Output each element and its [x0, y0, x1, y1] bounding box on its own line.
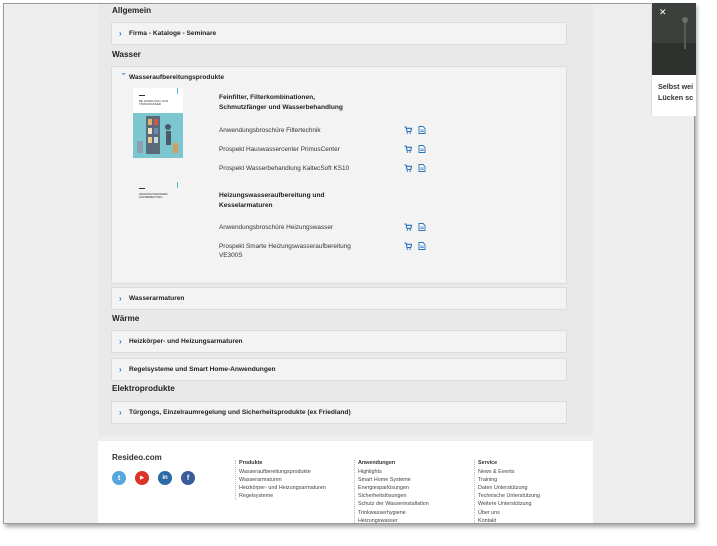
document-label-line: VE300S — [219, 252, 243, 259]
main-content — [98, 4, 593, 436]
ad-text-line: Selbst wei — [658, 82, 694, 91]
section-title-elektro: Elektroprodukte — [112, 384, 175, 393]
document-row — [219, 164, 539, 173]
chevron-right-icon: › — [119, 294, 122, 303]
accordion-wasserarmaturen[interactable] — [111, 287, 567, 310]
accordion-label: Regelsysteme und Smart Home-Anwendungen — [129, 366, 276, 373]
section-title-waerme: Wärme — [112, 314, 140, 323]
footer-link[interactable]: Wasserarmaturen — [239, 476, 282, 483]
document-icon[interactable] — [418, 242, 426, 250]
footer-link[interactable]: Highlights — [358, 468, 382, 475]
accordion-header[interactable] — [112, 23, 566, 44]
footer-link[interactable]: Weitere Unterstützung — [478, 501, 532, 508]
accordion-label: Wasserarmaturen — [129, 295, 185, 302]
footer-link[interactable]: Schutz der Wasserinstallation — [358, 501, 429, 508]
document-icon[interactable] — [418, 126, 426, 134]
accordion-header[interactable] — [112, 402, 566, 423]
accordion-label: Türgongs, Einzelraumregelung und Sicherheitsprodukte (ex Friedland) — [129, 409, 351, 416]
thumbnail-rule — [139, 188, 145, 189]
thumbnail-accent — [177, 182, 178, 188]
title-line: Kesselarmaturen — [219, 201, 273, 209]
footer-link[interactable]: Wasseraufbereitungsprodukte — [239, 468, 311, 475]
footer-link[interactable]: Training — [478, 476, 498, 483]
footer-link[interactable]: Energiesparlösungen — [358, 484, 409, 491]
ad-text-line: Lücken sc — [658, 93, 694, 102]
accordion-header[interactable] — [112, 67, 566, 88]
footer-link[interactable]: News & Events — [478, 468, 515, 475]
browser-viewport — [3, 3, 695, 524]
accordion-tuergongs[interactable] — [111, 401, 567, 424]
document-row — [219, 242, 539, 260]
accordion-label: Wasseraufbereitungsprodukte — [129, 74, 225, 81]
cart-icon[interactable] — [404, 126, 412, 134]
thumbnail-accent — [177, 88, 178, 94]
footer-link[interactable]: Heizungswasser — [358, 517, 398, 524]
footer-column-heading: Anwendungen — [358, 460, 396, 466]
footer-link[interactable]: Technische Unterstützung — [478, 493, 541, 500]
section-title-allgemein: Allgemein — [112, 6, 152, 15]
product-group-title — [219, 191, 325, 210]
accordion-header[interactable] — [112, 331, 566, 352]
chevron-right-icon: › — [119, 365, 122, 374]
footer-brand[interactable]: Resideo.com — [112, 453, 162, 462]
footer-link[interactable]: Kontakt — [478, 517, 497, 524]
chevron-right-icon: › — [119, 29, 122, 38]
footer-link[interactable]: Sicherheitslösungen — [358, 493, 407, 500]
document-row — [219, 126, 539, 135]
accordion-heizkoerper[interactable] — [111, 330, 567, 353]
brochure-thumbnail[interactable] — [133, 182, 183, 214]
footer-column-heading: Service — [478, 460, 498, 466]
cart-icon[interactable] — [404, 242, 412, 250]
footer-link[interactable]: Regelsysteme — [239, 493, 274, 500]
brochure-thumbnail[interactable] — [133, 88, 183, 158]
accordion-wasseraufbereitung[interactable] — [111, 66, 567, 284]
cart-icon[interactable] — [404, 145, 412, 153]
chevron-right-icon: › — [119, 337, 122, 346]
accordion-regelsysteme[interactable] — [111, 358, 567, 381]
title-line: Feinfilter, Filterkombinationen, — [219, 94, 315, 101]
footer-link[interactable]: Heizkörper- und Heizungsarmaturen — [239, 484, 326, 491]
accordion-label: Firma - Kataloge - Seminare — [129, 30, 217, 37]
thumbnail-title: BE HANDLUNG VON TRINKWASSER — [139, 99, 169, 107]
site-footer — [98, 441, 593, 524]
thumbnail-rule — [139, 95, 145, 96]
youtube-icon[interactable]: ▶ — [135, 471, 149, 485]
section-title-wasser: Wasser — [112, 50, 141, 59]
document-label-line: Prospekt Smarte Heizungswasseraufbereitung — [219, 243, 351, 250]
document-row — [219, 223, 539, 232]
accordion-label: Heizkörper- und Heizungsarmaturen — [129, 338, 243, 345]
document-icon[interactable] — [418, 145, 426, 153]
side-advertisement[interactable] — [651, 3, 696, 116]
facebook-icon[interactable]: f — [181, 471, 195, 485]
footer-column-service — [474, 460, 589, 524]
chevron-right-icon: › — [119, 408, 122, 417]
chevron-down-icon: › — [119, 72, 129, 76]
thumbnail-title: HEIZUNGSWASSER- AUFBEREITUNG — [139, 192, 169, 200]
close-icon[interactable]: ✕ — [659, 7, 667, 17]
cart-icon[interactable] — [404, 164, 412, 172]
twitter-icon[interactable]: t — [112, 471, 126, 485]
footer-link[interactable]: Über uns — [478, 509, 500, 516]
document-label: Prospekt Wasserbehandlung KaltecSoft KS10 — [219, 165, 350, 172]
ad-text — [658, 81, 693, 103]
accordion-header[interactable] — [112, 359, 566, 380]
document-icon[interactable] — [418, 223, 426, 231]
title-line: Heizungswasseraufbereitung und — [219, 192, 325, 199]
document-row — [219, 145, 539, 154]
footer-link[interactable]: Trinkwasserhygiene — [358, 509, 406, 516]
document-label: Anwendungsbroschüre Heizungswasser — [219, 224, 334, 231]
document-icon[interactable] — [418, 164, 426, 172]
accordion-header[interactable] — [112, 288, 566, 309]
footer-link[interactable]: Daten Unterstützung — [478, 484, 528, 491]
document-label: Anwendungsbroschüre Filtertechnik — [219, 127, 321, 134]
title-line: Schmutzfänger und Wasserbehandlung — [219, 103, 343, 111]
linkedin-icon[interactable]: in — [158, 471, 172, 485]
document-label — [219, 242, 384, 260]
thumbnail-image — [133, 113, 183, 158]
cart-icon[interactable] — [404, 223, 412, 231]
footer-column-heading: Produkte — [239, 460, 263, 466]
footer-column-produkte — [235, 460, 350, 500]
footer-link[interactable]: Smart Home Systeme — [358, 476, 411, 483]
document-label: Prospekt Hauswassercenter PrimusCenter — [219, 146, 340, 153]
product-group-title — [219, 93, 343, 112]
footer-column-anwendungen — [354, 460, 469, 524]
accordion-firma[interactable] — [111, 22, 567, 45]
